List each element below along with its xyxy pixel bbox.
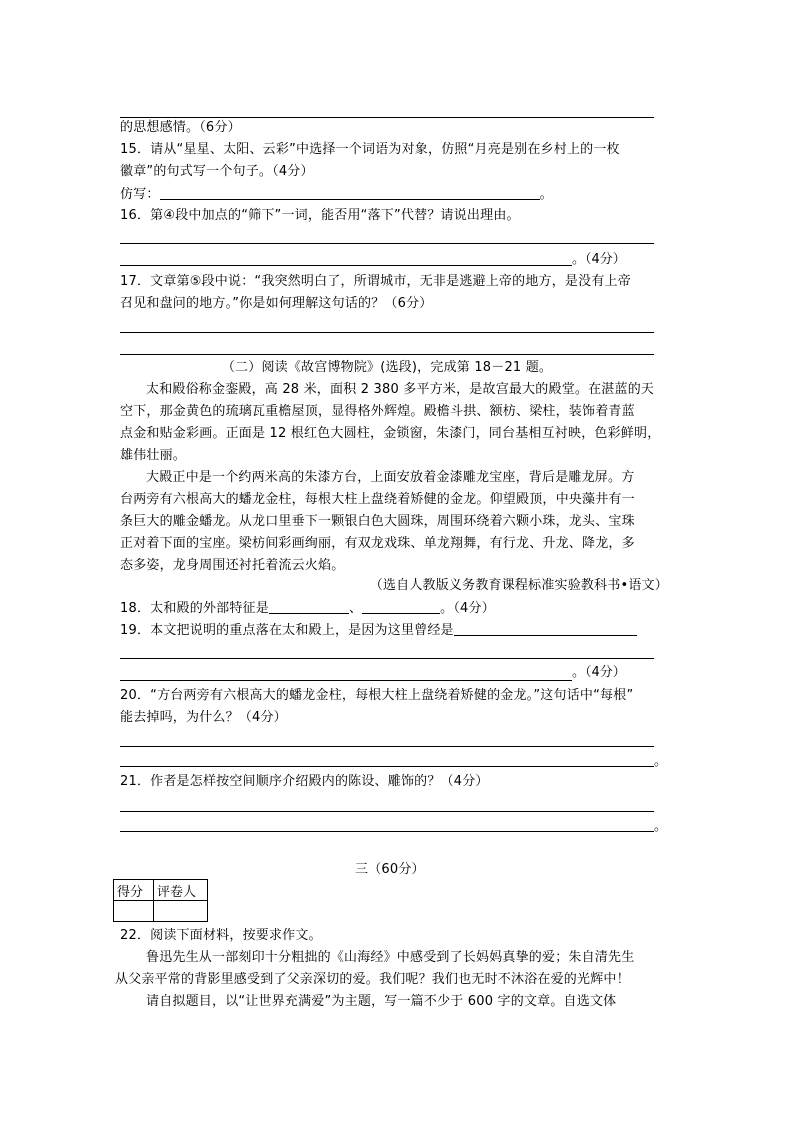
q21-answer-line-2[interactable] — [120, 831, 654, 832]
q22-line1: 22．阅读下面材料，按要求作文。 — [120, 928, 322, 943]
q19-blank[interactable] — [454, 622, 637, 636]
q20-answer-line-1[interactable] — [120, 746, 654, 747]
passage-line: 台两旁有六根高大的蟠龙金柱，每根大柱上盘绕着矫健的金龙。仰望殿顶，中央藻井有一 — [120, 492, 635, 507]
passage-line: 太和殿俗称金銮殿，高 28 米，面积 2 380 多平方米，是故宫最大的殿堂。在湛蓝的天 — [146, 382, 655, 397]
q16-line1: 16．第④段中加点的“筛下”一词，能否用“落下”代替？请说出理由。 — [120, 208, 520, 223]
q20-line2: 能去掉吗，为什么？（4分） — [120, 710, 287, 725]
passage-line: 点金和贴金彩画。正面是 12 根红色大圆柱，金锁窗，朱漆门，同台基相互衬映，色彩鲜明， — [120, 426, 661, 441]
score-header: 得分 — [114, 880, 154, 901]
q20-end-mark: 。 — [654, 754, 668, 769]
q16-answer-line-2[interactable] — [120, 265, 572, 266]
section2-heading: （二）阅读《故宫博物院》(选段)，完成第 18－21 题。 — [221, 360, 553, 375]
q14-tail: 的思想感情。（6分） — [120, 120, 241, 135]
passage-line: 正对着下面的宝座。梁枋间彩画绚丽，有双龙戏珠、单龙翔舞，有行龙、升龙、降龙，多 — [120, 536, 635, 551]
q22-instruction: 请自拟题目，以“让世界充满爱”为主题，写一篇不少于 600 字的文章。自选文体 — [146, 994, 617, 1009]
q15-line1: 15．请从“星星、太阳、云彩”中选择一个词语为对象，仿照“月亮是别在乡村上的一枚 — [120, 142, 620, 157]
answer-line — [120, 117, 654, 118]
q18-blank-1[interactable] — [269, 600, 349, 614]
q17-answer-line-2[interactable] — [120, 354, 654, 355]
q19-prefix: 19．本文把说明的重点落在太和殿上，是因为这里曾经是 — [120, 623, 454, 638]
q18-prefix: 18．太和殿的外部特征是 — [120, 601, 269, 616]
q17-answer-line-1[interactable] — [120, 332, 654, 333]
q18 — [120, 600, 495, 617]
q19-answer-line-2[interactable] — [120, 680, 572, 681]
q16-score: 。（4分） — [572, 252, 626, 267]
q15-answer-blank[interactable] — [160, 186, 540, 200]
q19 — [120, 622, 637, 639]
q21-answer-line-1[interactable] — [120, 811, 654, 812]
q21-end-mark: 。 — [654, 819, 668, 834]
q17-line2: 召见和盘问的地方。”你是如何理解这句话的？（6分） — [120, 296, 433, 311]
q18-blank-2[interactable] — [362, 600, 440, 614]
passage-line: 态多姿，龙身周围还衬托着流云火焰。 — [120, 558, 345, 573]
q15-end-mark: 。 — [539, 187, 553, 202]
grader-cell[interactable] — [154, 901, 208, 922]
q18-sep: 、 — [348, 601, 363, 616]
q18-score: 。（4分） — [440, 601, 495, 616]
q17-line1: 17．文章第⑤段中说：“我突然明白了，所谓城市，无非是逃避上帝的地方，是没有上帝 — [120, 274, 631, 289]
q15-line2: 徽章”的句式写一个句子。（4分） — [120, 164, 314, 179]
grader-header: 评卷人 — [154, 880, 208, 901]
q19-score: 。（4分） — [572, 665, 626, 680]
score-cell[interactable] — [114, 901, 154, 922]
q15-answer — [120, 186, 553, 203]
q16-answer-line-1[interactable] — [120, 243, 654, 244]
passage-line: 大殿正中是一个约两米高的朱漆方台，上面安放着金漆雕龙宝座，背后是雕龙屏。方 — [146, 470, 635, 485]
q22-material-line: 鲁迅先生从一部刻印十分粗拙的《山海经》中感受到了长妈妈真挚的爱；朱自清先生 — [146, 950, 635, 965]
passage-line: 空下，那金黄色的琉璃瓦重檐屋顶，显得格外辉煌。殿檐斗拱、额枋、梁柱，装饰着青蓝 — [120, 404, 635, 419]
score-table — [113, 879, 208, 922]
q15-answer-label: 仿写： — [120, 187, 160, 202]
q19-answer-line-1[interactable] — [120, 658, 654, 659]
q21-line1: 21．作者是怎样按空间顺序介绍殿内的陈设、雕饰的？（4分） — [120, 774, 489, 789]
q20-line1: 20．“方台两旁有六根高大的蟠龙金柱，每根大柱上盘绕着矫健的金龙。”这句话中“每根” — [120, 688, 634, 703]
q20-answer-line-2[interactable] — [120, 766, 654, 767]
q22-material-line: 从父亲平常的背影里感受到了父亲深切的爱。我们呢？我们也无时不沐浴在爱的光辉中！ — [115, 972, 630, 987]
section3-heading: 三（60分） — [355, 862, 425, 877]
passage-line: 雄伟壮丽。 — [120, 448, 187, 463]
passage-line: 条巨大的雕金蟠龙。从龙口里垂下一颗银白色大圆珠，周围环绕着六颗小珠，龙头、宝珠 — [120, 514, 635, 529]
passage-source: （选自人教版义务教育课程标准实验教科书•语文） — [369, 578, 668, 593]
